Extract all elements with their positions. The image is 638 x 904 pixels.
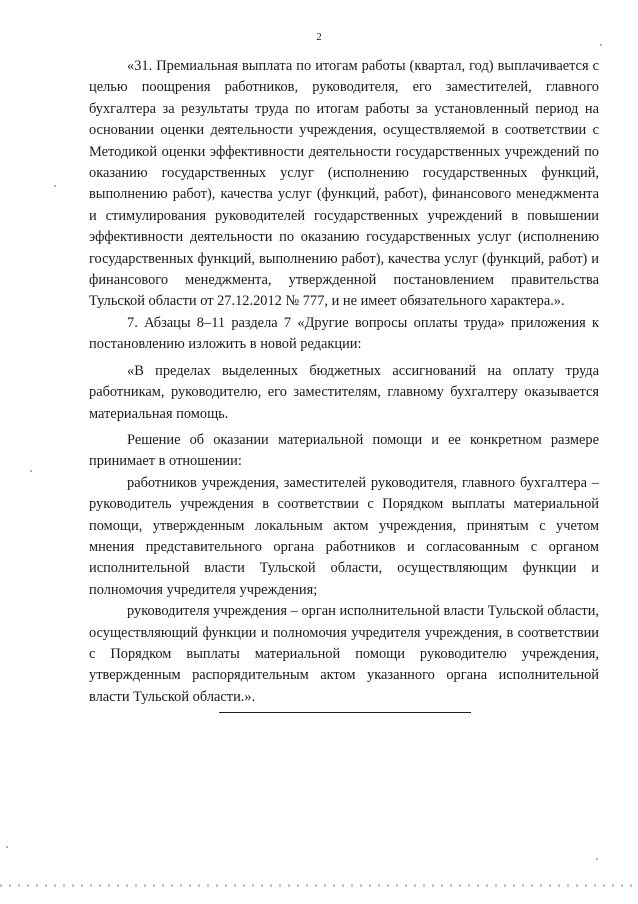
paragraph-head: руководителя учреждения – орган исполнительной власти Тульской области, осуществляющий функции и полномочия учредителя учреждения, в соответствии с Порядком выплаты материальной помощи руководителю учреждения, утвержденным распорядительным актом указанного органа исполнительной власти Тульской области.». (89, 603, 599, 705)
paragraph-item-7: 7. Абзацы 8–11 раздела 7 «Другие вопросы оплаты труда» приложения к постановлению изложить в новой редакции: (89, 314, 599, 353)
paragraph-decision: Решение об оказании материальной помощи и ее конкретном размере принимает в отношении: (89, 431, 599, 470)
scan-speck (6, 846, 8, 848)
scan-speck (54, 185, 56, 187)
paragraph-material-aid: «В пределах выделенных бюджетных ассигнований на оплату труда работникам, руководителю, его заместителям, главному бухгалтеру оказывается материальная помощь. (89, 362, 599, 422)
paragraph-employees: работников учреждения, заместителей руководителя, главного бухгалтера – руководитель учреждения в соответствии с Порядком выплаты материальной помощи, утвержденным локальным актом учреждения, принятым с учетом мнения представительного органа работников и согласованным с органом исполнительной власти Тульской области, осуществляющим функции и полномочия учредителя учреждения; (89, 474, 599, 598)
scan-speck (600, 44, 602, 46)
scan-noise-strip (0, 884, 638, 887)
page-number: 2 (316, 31, 322, 43)
scan-speck (30, 470, 32, 472)
end-separator-line (219, 712, 471, 713)
paragraph-31: «31. Премиальная выплата по итогам работы (квартал, год) выплачивается с целью поощрения работников, руководителя, его заместителей, главного бухгалтера за результаты труда по итогам работы за установленный период на основании оценки деятельности учреждения, осуществляемой в соответствии с Методикой оценки эффективности деятельности государственных учреждений по оказанию государственных услуг (исполнению государственных функций, выполнению работ), качества услуг (функций, работ), финансового менеджмента и стимулирования руководителей государственных учреждений в повышении эффективности деятельности по оказанию государственных услуг (исполнению государственных функций, выполнению работ), качества услуг (функций, работ) и финансового менеджмента, утвержденной постановлением правительства Тульской области от 27.12.2012 № 777, и не имеет обязательного характера.». (89, 58, 599, 310)
document-body (89, 56, 599, 708)
scan-speck (596, 858, 598, 860)
